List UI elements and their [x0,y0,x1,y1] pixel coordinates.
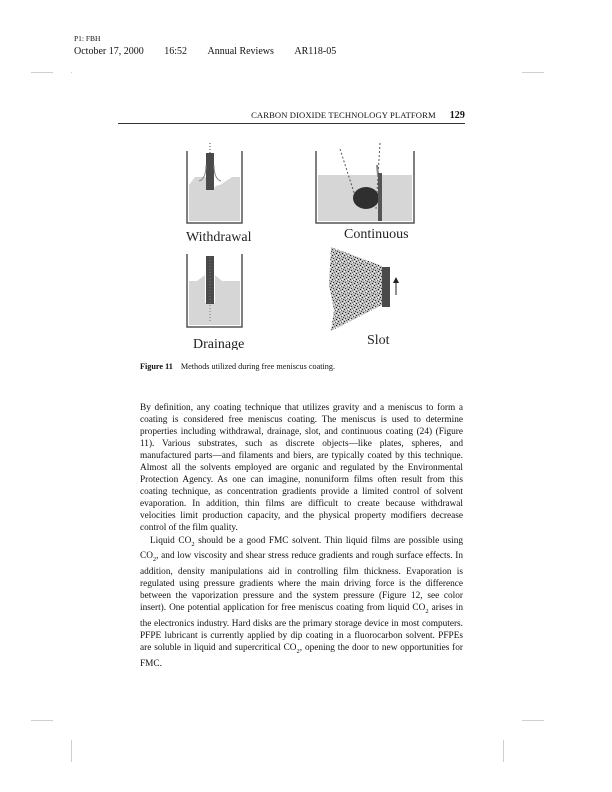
drainage-label: Drainage [193,337,245,350]
print-code: AR118-05 [294,46,337,57]
paragraph-2: Liquid $CO_2$ should be a good FMC solvent. Thin liquid films are possible using $CO_2$, and low viscosity and shear stress reduce gradients and rough surface effects. In addition, density manipulations aid in controlling film thickness. Evaporation is regulated using pressure gradients where the main driving force is the difference between the vaporization pressure and the system pressure (Figure 12, see color insert). One potential application for free meniscus coating from liquid $CO_2$ arises in the electronics industry. Hard disks are the primary storage device in most computers. PFPE lubricant is currently applied by dip coating in a fluorocarbon solvent. PFPEs are soluble in liquid and supercritical $CO_2$, opening the door to new opportunities for FMC. [140,535,464,670]
crop-mark [503,740,504,762]
running-head [118,110,465,121]
drainage-diagram [187,254,242,327]
continuous-diagram [316,143,414,223]
running-head-title: CARBON DIOXIDE TECHNOLOGY PLATFORM [251,110,436,120]
crop-mark [522,72,544,73]
paragraph-1: By definition, any coating technique that utilizes gravity and a meniscus to form a coating is considered free meniscus coating. The meniscus is used to determine properties including withdrawal, drainage, slot, and continuous coating (24) (Figure 11). Various substrates, such as discrete objects—like plates, spheres, and manufactured parts—and filaments and biers, are typically coated by this technique. Almost all the solvents employed are organic and regulated by the Environmental Protection Agency. As one can imagine, nonuniform films often result from this coating technique, as concentration gradients provide a limited control of solvent evaporation. In addition, thin films are difficult to create because withdrawal velocities limit production capacity, and the physical property modifiers decrease control of the film quality. [140,403,463,534]
slot-diagram [329,247,399,331]
withdrawal-label: Withdrawal [186,230,252,245]
crop-mark [31,720,53,721]
continuous-label: Continuous [344,227,409,242]
crop-mark [31,72,53,73]
crop-mark [71,740,72,762]
print-meta-id: P1: FBH [74,34,101,43]
figure-caption-label: Figure 11 [140,362,173,371]
figure-11 [170,135,430,350]
arrow-up-icon [393,277,399,283]
withdrawal-diagram [187,143,242,223]
crop-mark [71,72,72,73]
print-time: 16:52 [164,46,187,57]
page-number: 129 [449,110,465,121]
print-date: October 17, 2000 [74,46,144,57]
slot-label: Slot [367,333,390,348]
print-publisher: Annual Reviews [207,46,274,57]
body-text [140,402,463,670]
crop-mark [522,720,544,721]
figure-caption-text: Methods utilized during free meniscus coating. [180,362,335,371]
figure-caption [140,362,335,371]
print-meta-line [74,46,336,57]
header-rule [118,123,465,124]
